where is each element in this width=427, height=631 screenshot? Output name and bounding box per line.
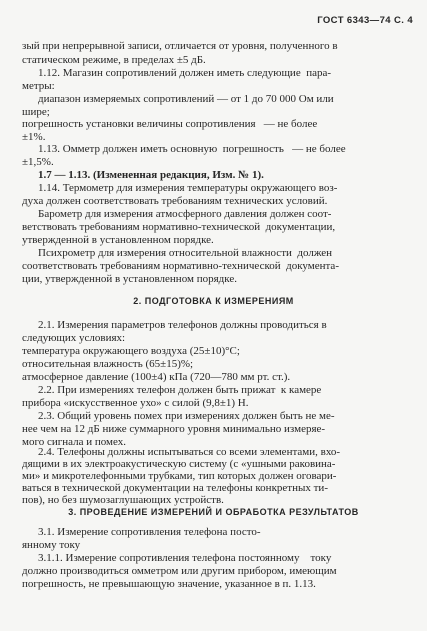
text-line: ±1%. bbox=[22, 131, 46, 143]
text-line: погрешность установки величины сопротивления — не более bbox=[22, 118, 318, 130]
text-line: дящими в их электроакустическую систему (с «ушными раковина- bbox=[22, 458, 336, 470]
text-line: пов), но без шумозаглушающих устройств. bbox=[22, 494, 224, 506]
text-line: зый при непрерывной записи, отличается от уровня, полученного в bbox=[22, 40, 338, 52]
text-line: должно производиться омметром или другим прибором, имеющим bbox=[22, 565, 337, 577]
text-line: шире; bbox=[22, 106, 50, 118]
text-line: мого сигнала и помех. bbox=[22, 436, 126, 448]
text-line: температура окружающего воздуха (25±10)°С; bbox=[22, 345, 240, 357]
text-line: метры: bbox=[22, 80, 55, 92]
text-line: следующих условиях: bbox=[22, 332, 126, 344]
text-line: 2.2. При измерениях телефон должен быть прижат к камере bbox=[38, 384, 322, 396]
text-line: 2.1. Измерения параметров телефонов должны проводиться в bbox=[38, 319, 327, 331]
text-line: прибора «искусственное ухо» с силой (9,8±1) Н. bbox=[22, 397, 249, 409]
text-line: 2.3. Общий уровень помех при измерениях должен быть не ме- bbox=[38, 410, 335, 422]
text-line: ми» и микротелефонными трубками, тип которых должен оговари- bbox=[22, 470, 337, 482]
page-header: ГОСТ 6343—74 С. 4 bbox=[317, 15, 413, 26]
text-line: ветствовать требованиям нормативно-технической документации, bbox=[22, 221, 336, 233]
text-line: нее чем на 12 дБ ниже суммарного уровня минимально измеряе- bbox=[22, 423, 326, 435]
text-line: статическом режиме, в пределах ±5 дБ. bbox=[22, 54, 206, 66]
text-line: относительная влажность (65±15)%; bbox=[22, 358, 194, 370]
text-line: Психрометр для измерения относительной влажности должен bbox=[38, 247, 333, 259]
text-line: духа должен соответствовать требованиям технических условий. bbox=[22, 195, 328, 207]
text-line: ваться в технической документации на телефоны конкретных ти- bbox=[22, 482, 328, 494]
text-line: погрешность, не превышающую значение, указанное в п. 1.13. bbox=[22, 578, 316, 590]
subsection-title: 3.1. Измерение сопротивления телефона посто- bbox=[38, 526, 261, 538]
text-line: ции, утвержденной в установленном порядке. bbox=[22, 273, 237, 285]
section-heading-3: 3. ПРОВЕДЕНИЕ ИЗМЕРЕНИЙ И ОБРАБОТКА РЕЗУЛЬТАТОВ bbox=[68, 507, 359, 517]
text-line: 3.1.1. Измерение сопротивления телефона постоянному току bbox=[38, 552, 332, 564]
text-line: 1.14. Термометр для измерения температуры окружающего воз- bbox=[38, 182, 338, 194]
text-line: атмосферное давление (100±4) кПа (720—780 мм рт. ст.). bbox=[22, 371, 291, 383]
text-line: 1.13. Омметр должен иметь основную погрешность — не более bbox=[38, 143, 346, 155]
amendment-note: 1.7 — 1.13. (Измененная редакция, Изм. № 1). bbox=[38, 169, 264, 181]
text-line: ±1,5%. bbox=[22, 156, 54, 168]
text-line: 2.4. Телефоны должны испытываться со всеми элементами, вхо- bbox=[38, 446, 341, 458]
text-line: Барометр для измерения атмосферного давления должен соот- bbox=[38, 208, 332, 220]
text-line: утвержденной в установленном порядке. bbox=[22, 234, 214, 246]
text-line: диапазон измеряемых сопротивлений — от 1 до 70 000 Ом или bbox=[38, 93, 334, 105]
section-heading-2: 2. ПОДГОТОВКА К ИЗМЕРЕНИЯМ bbox=[133, 296, 294, 306]
text-line: 1.12. Магазин сопротивлений должен иметь следующие пара- bbox=[38, 67, 332, 79]
text-line: соответствовать требованиям нормативно-технической документа- bbox=[22, 260, 339, 272]
subsection-title: янному току bbox=[22, 539, 81, 551]
